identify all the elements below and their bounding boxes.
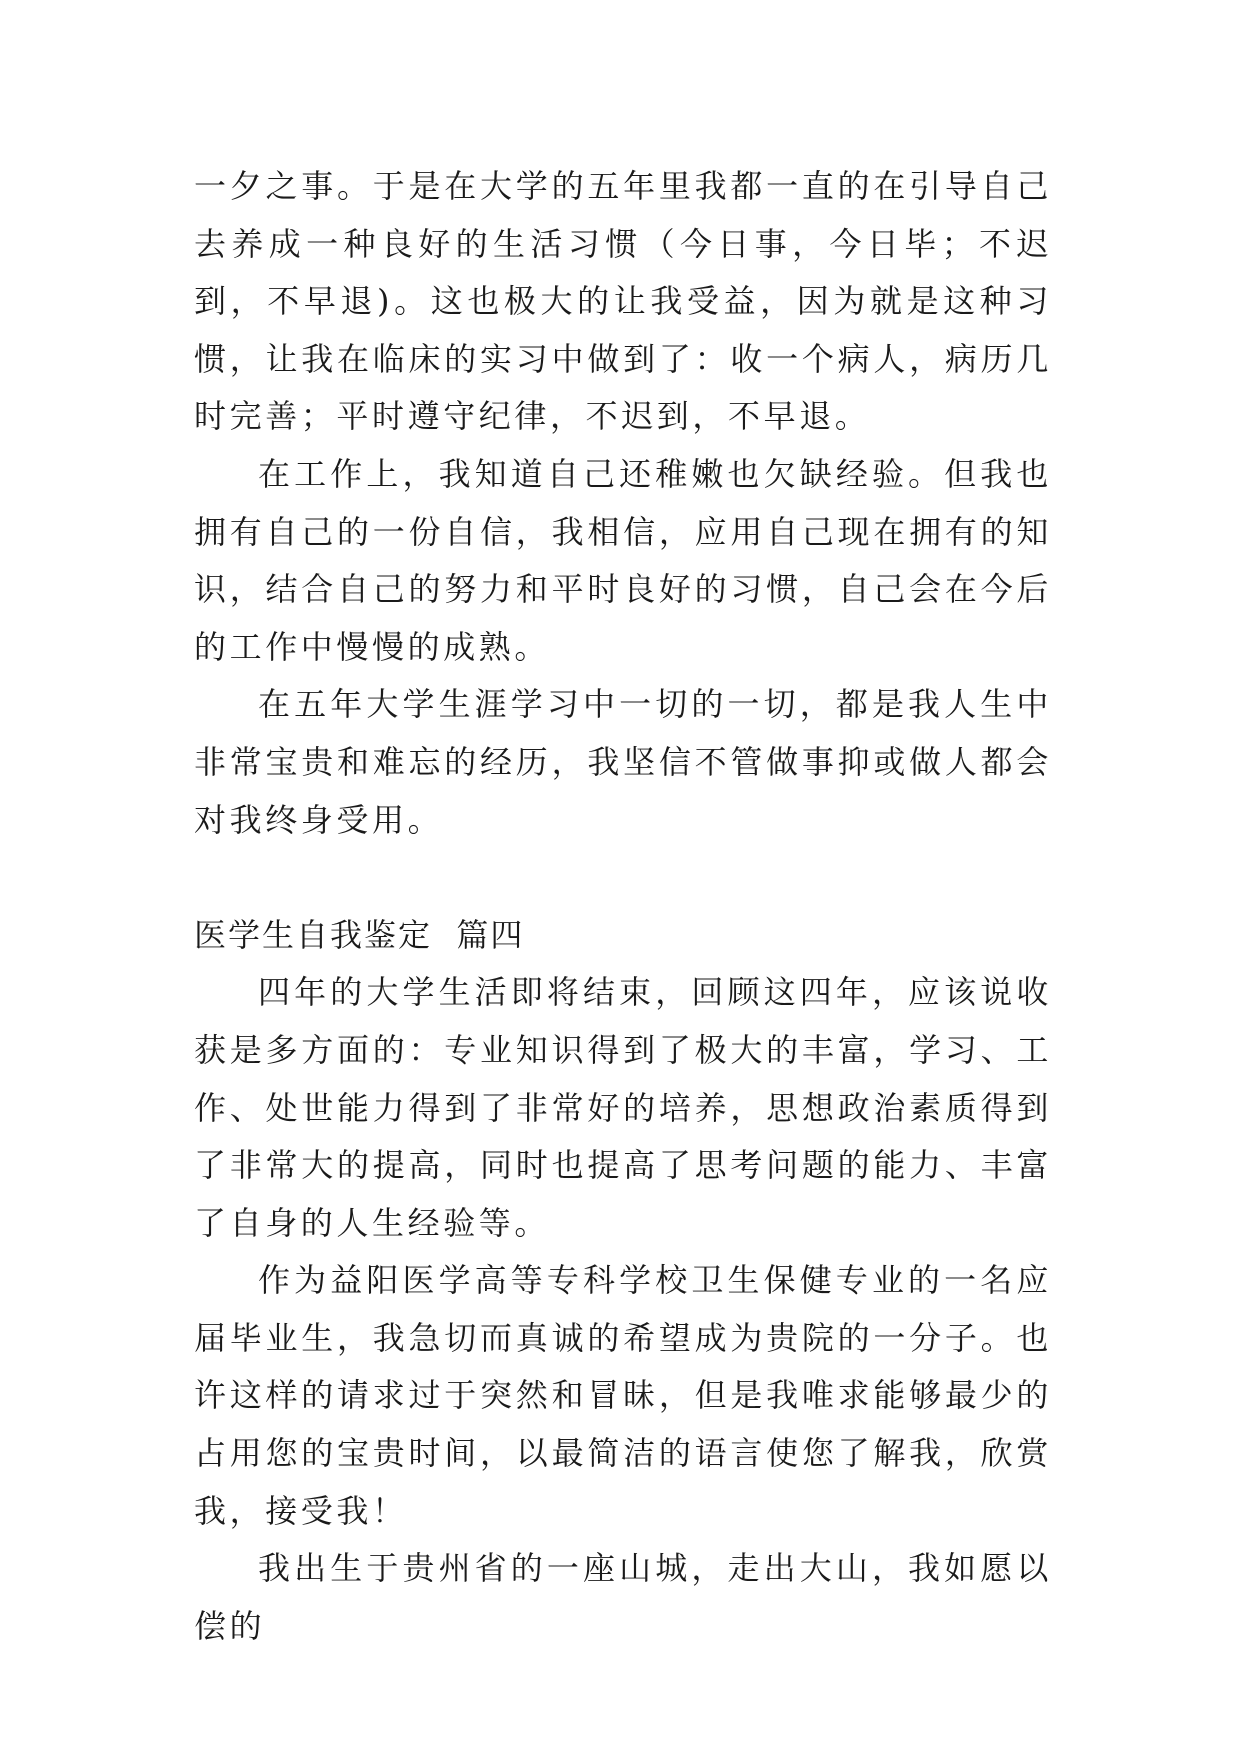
paragraph: 在工作上，我知道自己还稚嫩也欠缺经验。但我也拥有自己的一份自信，我相信，应用自己现在拥有的知识，结合自己的努力和平时良好的习惯，自己会在今后的工作中慢慢的成熟。 [194,454,1052,666]
paragraph: 四年的大学生活即将结束，回顾这四年，应该说收获是多方面的：专业知识得到了极大的丰富，学习、工作、处世能力得到了非常好的培养，思想政治素质得到了非常大的提高，同时也提高了思考问题的能力、丰富了自身的人生经验等。 [194,973,1052,1242]
document-body [194,158,1052,1655]
paragraph: 一夕之事。于是在大学的五年里我都一直的在引导自己去养成一种良好的生活习惯（今日事，今日毕；不迟到，不早退)。这也极大的让我受益，因为就是这种习惯，让我在临床的实习中做到了：收一个病人，病历几时完善；平时遵守纪律，不迟到，不早退。 [194,167,1052,436]
section-heading: 医学生自我鉴定 篇四 [194,915,525,954]
paragraph: 我出生于贵州省的一座山城，走出大山，我如愿以偿的 [194,1549,1052,1645]
paragraph: 作为益阳医学高等专科学校卫生保健专业的一名应届毕业生，我急切而真诚的希望成为贵院的一分子。也许这样的请求过于突然和冒昧，但是我唯求能够最少的占用您的宝贵时间，以最简洁的语言使您了解我，欣赏我，接受我！ [194,1261,1052,1530]
paragraph: 在五年大学生涯学习中一切的一切，都是我人生中非常宝贵和难忘的经历，我坚信不管做事抑或做人都会对我终身受用。 [194,685,1052,839]
